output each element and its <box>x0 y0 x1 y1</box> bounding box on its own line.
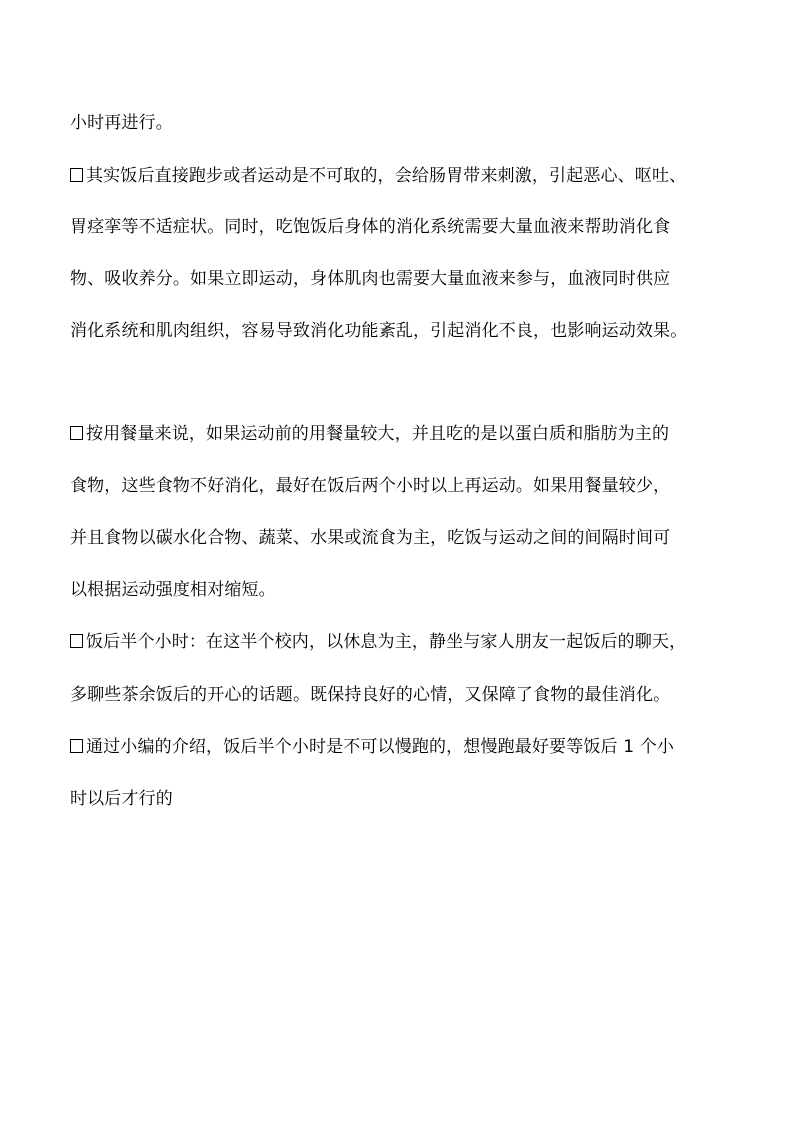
text-line: 按用餐量来说，如果运动前的用餐量较大，并且吃的是以蛋白质和脂肪为主的 <box>86 424 670 444</box>
checkbox-bullet-icon <box>70 634 83 648</box>
text-line: 食物，这些食物不好消化，最好在饭后两个小时以上再运动。如果用餐量较少， <box>70 476 671 496</box>
text-line: 以根据运动强度相对缩短。 <box>70 580 276 600</box>
text-line: 饭后半个小时：在这半个校内，以休息为主，静坐与家人朋友一起饭后的聊天， <box>86 632 687 652</box>
text-line: 并且食物以碳水化合物、蔬菜、水果或流食为主，吃饭与运动之间的间隔时间可 <box>70 528 671 548</box>
paragraph-line-with-bullet <box>70 632 750 652</box>
paragraph-line-with-bullet <box>70 424 750 444</box>
paragraph-line-with-bullet <box>70 166 750 186</box>
checkbox-bullet-icon <box>70 739 83 753</box>
text-line: 胃痉挛等不适症状。同时，吃饱饭后身体的消化系统需要大量血液来帮助消化食 <box>70 217 671 237</box>
text-line: 多聊些茶余饭后的开心的话题。既保持良好的心情，又保障了食物的最佳消化。 <box>70 685 671 705</box>
text-line: 时以后才行的 <box>70 789 173 809</box>
text-line: 其实饭后直接跑步或者运动是不可取的，会给肠胃带来刺激，引起恶心、呕吐、 <box>86 166 687 186</box>
text-line: 通过小编的介绍，饭后半个小时是不可以慢跑的，想慢跑最好要等饭后 1 个小 <box>86 737 675 757</box>
text-line: 消化系统和肌肉组织，容易导致消化功能紊乱，引起消化不良，也影响运动效果。 <box>70 321 688 341</box>
text-line: 小时再进行。 <box>70 113 173 133</box>
checkbox-bullet-icon <box>70 168 83 182</box>
text-line: 物、吸收养分。如果立即运动，身体肌肉也需要大量血液来参与，血液同时供应 <box>70 269 671 289</box>
checkbox-bullet-icon <box>70 426 83 440</box>
paragraph-line-with-bullet <box>70 737 750 757</box>
